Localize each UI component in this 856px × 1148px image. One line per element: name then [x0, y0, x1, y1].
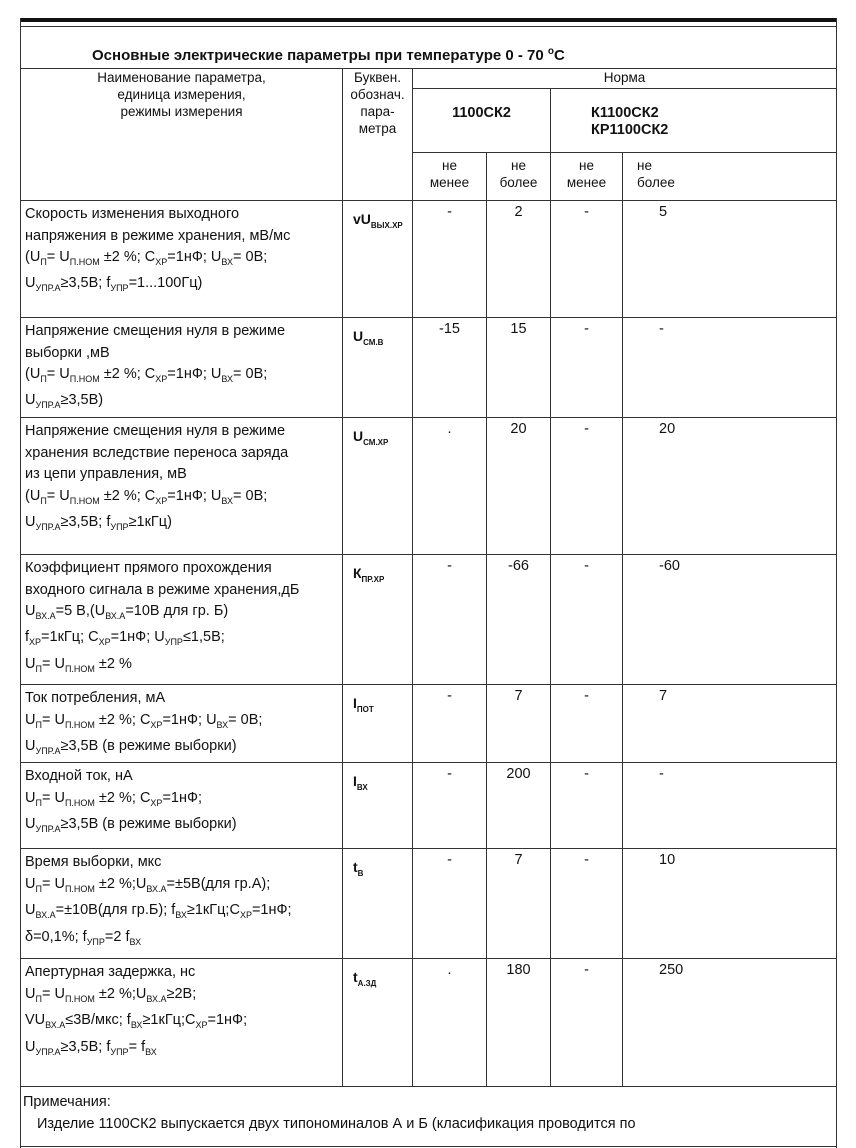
value-cell: - [413, 685, 487, 763]
value-cell: - [551, 318, 623, 418]
header-norm: Норма [413, 69, 837, 89]
header-dev1: 1100СК2 [413, 89, 551, 153]
params-table [20, 68, 837, 1147]
param-name: Напряжение смещения нуля в режиме хранения вследствие переноса заряда из цепи управления, мВ ($U_П= U_{П.НОМ} \pm 2$ %; $C_{ХР}=1нФ$; $U_{ВХ}= 0В$; $U_{УПР.А}\ge 3,5В$; $f_{УПР}\ge 1кГц$) [21, 418, 343, 555]
param-name: Коэффициент прямого прохождения входного сигнала в режиме хранения,дБ $U_{ВХ.А}=5$ $В,(U_{ВХ.А}=10В$ для гр. Б) $f_{ХР}=1кГц$; $C_{ХР}=1нФ$; $U_{УПР}\le 1,5В$; $U_П= U_{П.НОМ} \pm 2$ % [21, 555, 343, 685]
page-title: Основные электрические параметры при температуре 0 - 70 $^о$С [92, 46, 565, 64]
param-name: Апертурная задержка, нс $U_П= U_{П.НОМ} \pm 2$ $\%;U_{ВХ.А}\ge 2В$; $VU_{ВХ.А}\le 3В$/мкс; $f_{ВХ}\ge 1кГц;C_{ХР}=1нФ$; $U_{УПР.А}\ge 3,5В$; $f_{УПР}= f_{ВХ}$ [21, 959, 343, 1087]
value-cell: . [413, 959, 487, 1087]
param-name: Напряжение смещения нуля в режиме выборки ,мВ ($U_П= U_{П.НОМ} \pm 2$ %; $C_{ХР}=1нФ$; $U_{ВХ}= 0В$; $U_{УПР.А}\ge 3,5В$) [21, 318, 343, 418]
value-cell: - [413, 201, 487, 318]
param-symbol: $I_{ВХ}$ [343, 763, 413, 849]
value-cell: 7 [487, 685, 551, 763]
table-row [21, 418, 837, 555]
value-cell: 180 [487, 959, 551, 1087]
param-symbol: $К_{ПР.ХР}$ [343, 555, 413, 685]
value-cell: - [551, 685, 623, 763]
value-cell: -15 [413, 318, 487, 418]
header-max-2: не более [623, 153, 837, 201]
param-symbol: $vU_{ВЫХ.ХР}$ [343, 201, 413, 318]
value-cell: . [413, 418, 487, 555]
table-row [21, 685, 837, 763]
header-symbol: Буквен. обознач. пара- метра [343, 69, 413, 201]
table-row [21, 555, 837, 685]
param-name: Время выборки, мкс $U_П= U_{П.НОМ} \pm 2$ $\%;U_{ВХ.А}=\pm 5В(для$ гр.А); $U_{ВХ.А}=\pm 10В(для$ гр.Б); $f_{ВХ}\ge 1кГц;C_{ХР}=1нФ$; δ=0,1%; $f_{УПР}=2$ $f_{ВХ}$ [21, 849, 343, 959]
header-dev2: К1100СК2 КР1100СК2 [551, 89, 837, 153]
param-name: Входной ток, нА $U_П= U_{П.НОМ} \pm 2$ %; $C_{ХР}=1нФ$; $U_{УПР.А}\ge 3,5В$ (в режиме выборки) [21, 763, 343, 849]
param-symbol: $t_В$ [343, 849, 413, 959]
param-symbol: $t_{А.ЗД}$ [343, 959, 413, 1087]
value-cell: 15 [487, 318, 551, 418]
value-cell: 250 [623, 959, 837, 1087]
value-cell: - [551, 555, 623, 685]
value-cell: 2 [487, 201, 551, 318]
param-symbol: $I_{ПОТ}$ [343, 685, 413, 763]
value-cell: 20 [487, 418, 551, 555]
value-cell: - [551, 763, 623, 849]
value-cell: - [413, 555, 487, 685]
value-cell: 20 [623, 418, 837, 555]
value-cell: - [413, 849, 487, 959]
notes: Примечания: Изделие 1100СК2 выпускается двух типономиналов А и Б (класификация проводится по [21, 1087, 837, 1147]
value-cell: 200 [487, 763, 551, 849]
value-cell: - [413, 763, 487, 849]
value-cell: 7 [623, 685, 837, 763]
value-cell: -66 [487, 555, 551, 685]
header-min-2: не менее [551, 153, 623, 201]
table-row [21, 201, 837, 318]
value-cell: 5 [623, 201, 837, 318]
value-cell: - [551, 201, 623, 318]
value-cell: -60 [623, 555, 837, 685]
param-name: Ток потребления, мА $U_П= U_{П.НОМ} \pm 2$ %; $C_{ХР}=1нФ$; $U_{ВХ}= 0В$; $U_{УПР.А}\ge 3,5В$ (в режиме выборки) [21, 685, 343, 763]
value-cell: - [551, 959, 623, 1087]
value-cell: - [551, 418, 623, 555]
value-cell: 10 [623, 849, 837, 959]
param-name: Скорость изменения выходного напряжения в режиме хранения, мВ/мс ($U_П= U_{П.НОМ} \pm 2$ %; $C_{ХР}=1нФ$; $U_{ВХ}= 0В$; $U_{УПР.А}\ge 3,5В$; $f_{УПР}=1...100Гц$) [21, 201, 343, 318]
table-row [21, 763, 837, 849]
header-min-1: не менее [413, 153, 487, 201]
table-row [21, 318, 837, 418]
table-row [21, 959, 837, 1087]
value-cell: - [551, 849, 623, 959]
param-symbol: $U_{СМ.В}$ [343, 318, 413, 418]
header-name: Наименование параметра, единица измерения, режимы измерения [21, 69, 343, 201]
value-cell: 7 [487, 849, 551, 959]
header-max-1: не более [487, 153, 551, 201]
param-symbol: $U_{СМ.ХР}$ [343, 418, 413, 555]
value-cell: - [623, 763, 837, 849]
table-row [21, 849, 837, 959]
value-cell: - [623, 318, 837, 418]
